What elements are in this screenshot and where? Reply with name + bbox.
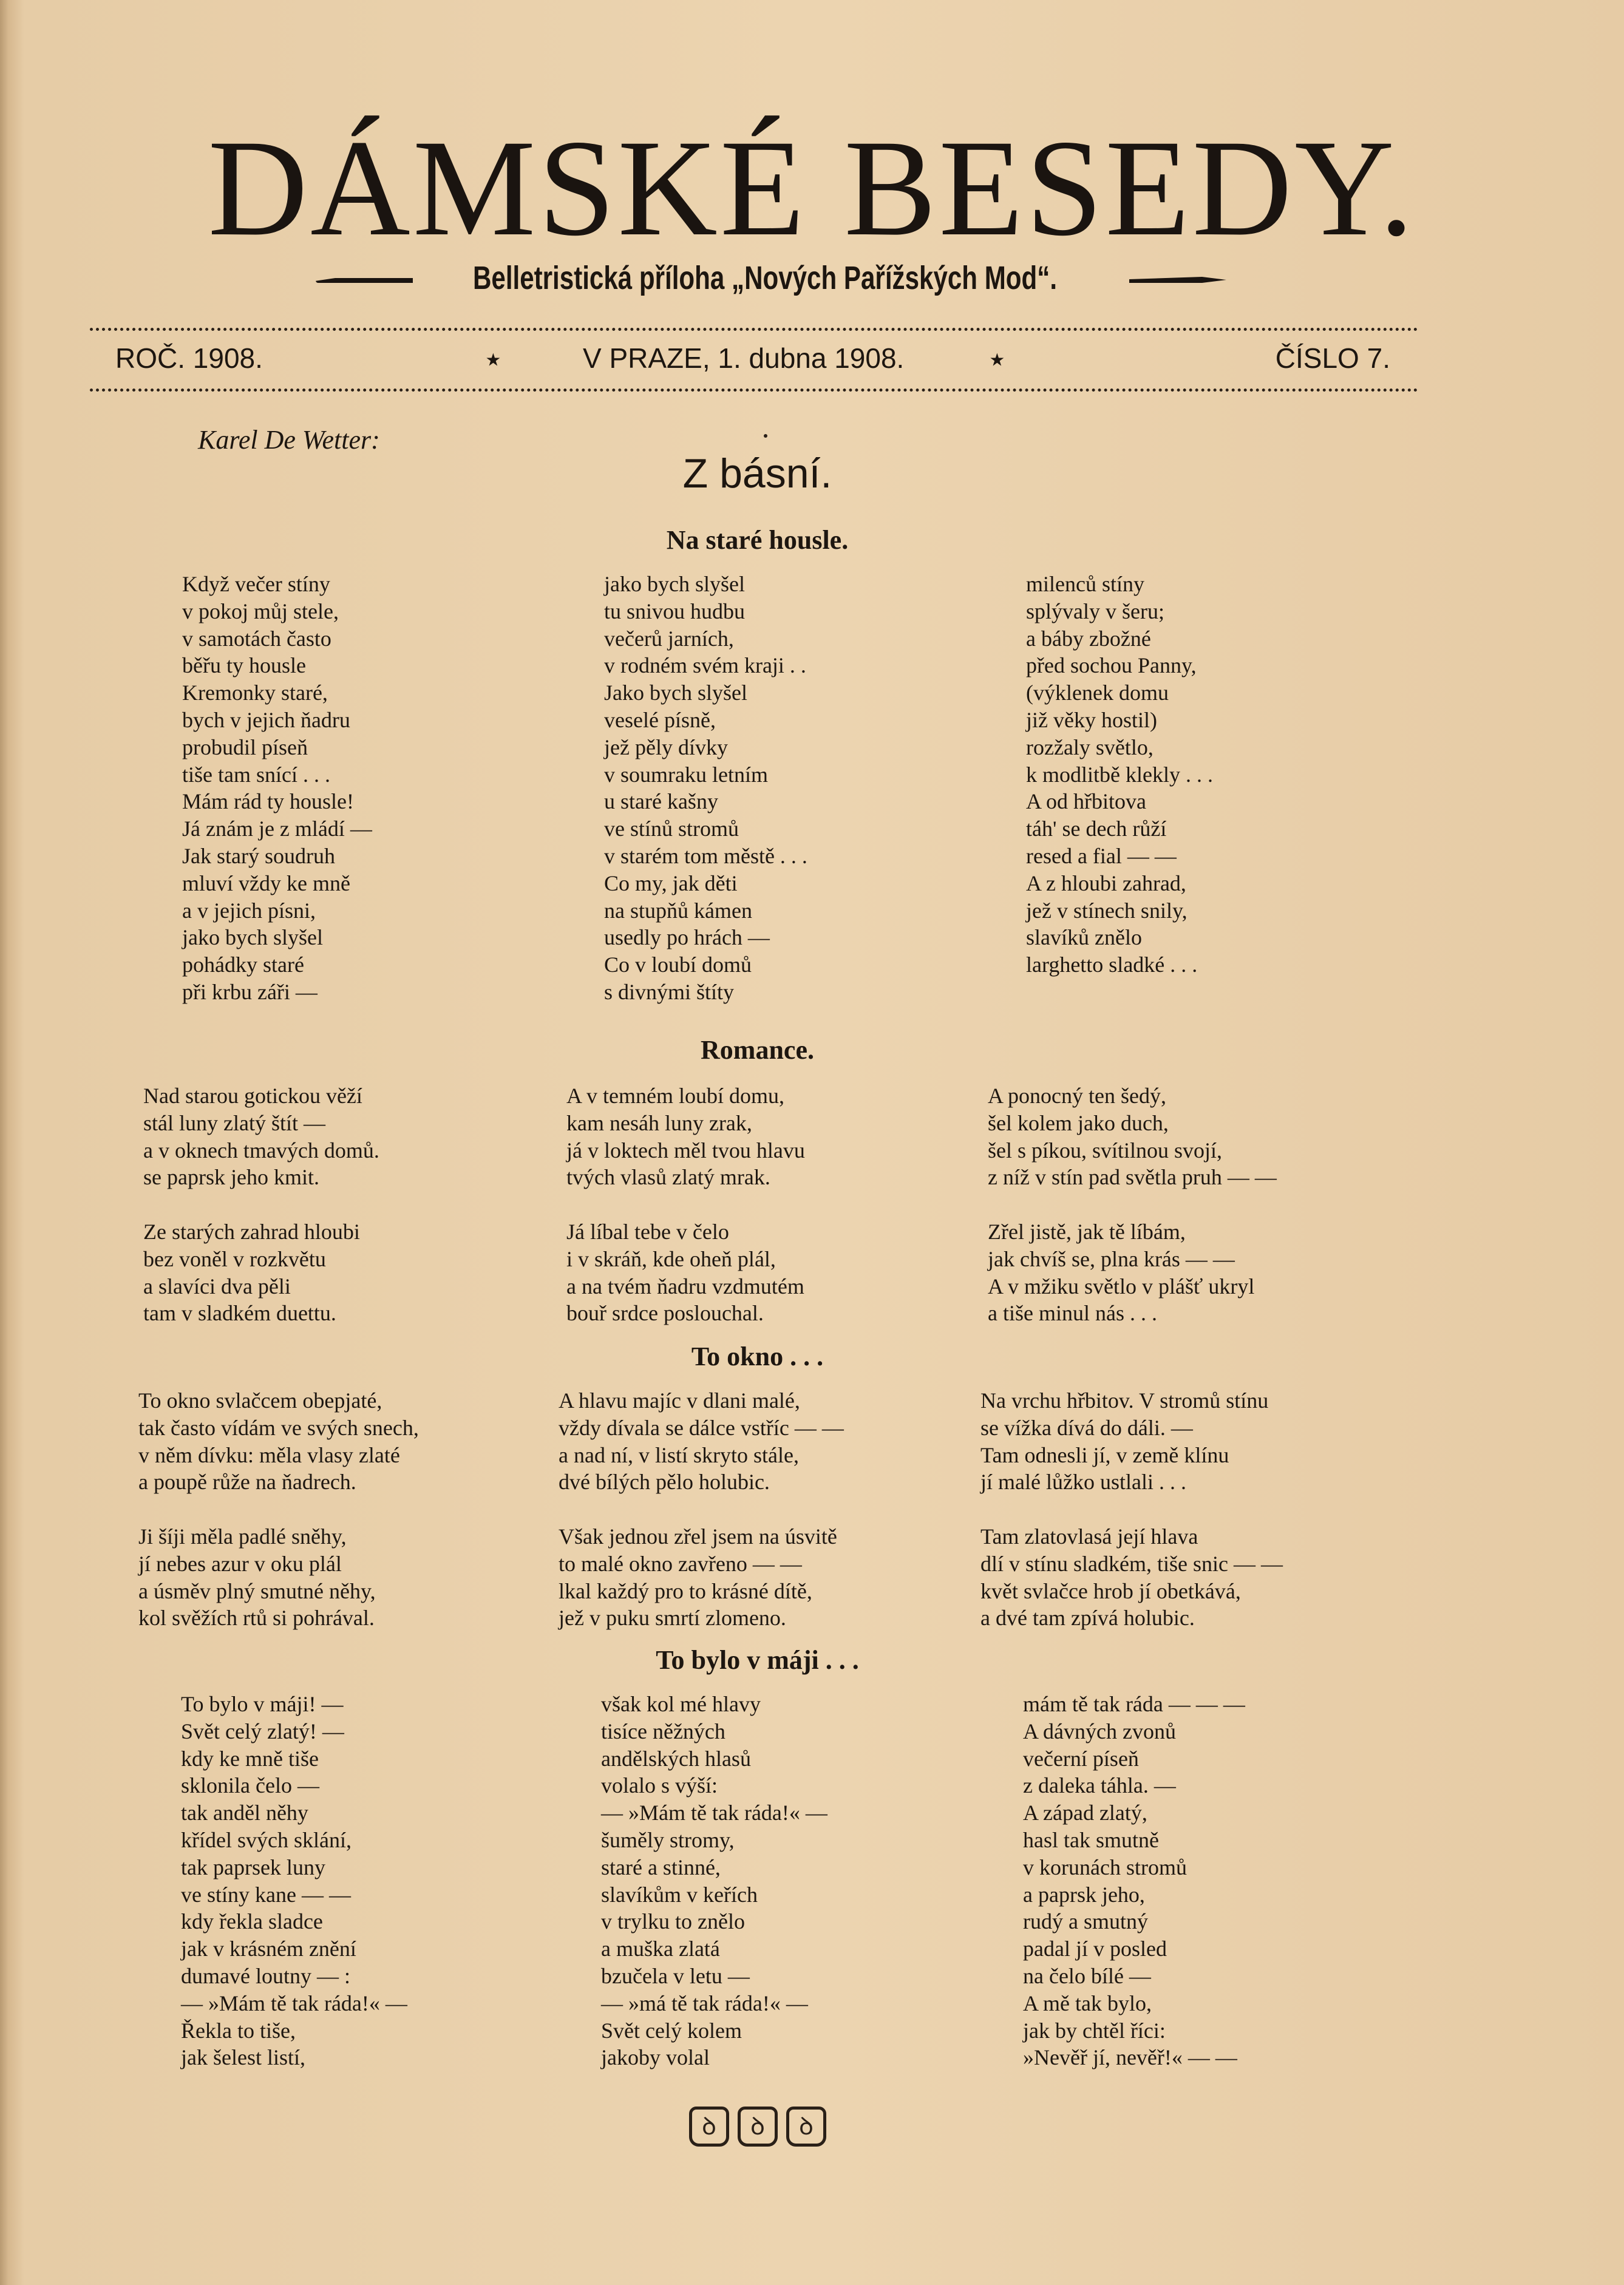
poem-line: probudil píseň	[182, 735, 308, 759]
poem-line: tam v sladkém duettu.	[143, 1301, 336, 1326]
issue-number: ČÍSLO 7.	[1275, 342, 1390, 374]
poem-line: larghetto sladké . . .	[1026, 952, 1198, 977]
poem-line: tvých vlasů zlatý mrak.	[566, 1165, 770, 1190]
poem-line	[559, 1496, 844, 1523]
poem-line: večerní píseň	[1023, 1746, 1139, 1771]
poem-line: před sochou Panny,	[1026, 653, 1197, 678]
poem-line: Však jednou zřel jsem na úsvitě	[559, 1524, 837, 1549]
poem-line: Kremonky staré,	[182, 681, 328, 705]
poem-line: A v temném loubí domu,	[566, 1084, 784, 1108]
poem-line: kam nesáh luny zrak,	[566, 1110, 752, 1135]
poem-line: hasl tak smutně	[1023, 1827, 1159, 1852]
poem-line: šel kolem jako duch,	[988, 1110, 1169, 1135]
poem-line: mám tě tak ráda — — —	[1023, 1692, 1245, 1716]
poem-line: usedly po hrách —	[604, 925, 770, 950]
poem-line: a paprsk jeho,	[1023, 1882, 1145, 1907]
poem-line: a v jejich písni,	[182, 898, 316, 923]
poem-line: květ svlačce hrob jí obetkává,	[980, 1578, 1241, 1603]
poem-line: rudý a smutný	[1023, 1909, 1148, 1934]
poem-column	[1026, 571, 1213, 979]
poem-line: jakoby volal	[601, 2045, 710, 2070]
poem-line: běřu ty housle	[182, 653, 306, 678]
poem-column	[143, 1082, 379, 1327]
poem-column	[1023, 1691, 1245, 2071]
poem-column	[181, 1691, 407, 2071]
poem-line: A mě tak bylo,	[1023, 1991, 1152, 2015]
poem-column	[988, 1082, 1277, 1327]
poem-line: k modlitbě klekly . . .	[1026, 762, 1213, 787]
poem-line: v pokoj můj stele,	[182, 599, 339, 623]
poem-line: v starém tom městě . . .	[604, 843, 807, 868]
poem-line: Ji šíji měla padlé sněhy,	[138, 1524, 347, 1549]
poem-title: Na staré housle.	[666, 525, 849, 555]
poem-line: dumavé loutny — :	[181, 1963, 350, 1988]
issue-info-bar	[115, 337, 1396, 379]
poem-line: jež pěly dívky	[604, 735, 728, 759]
poem-line: já v loktech měl tvou hlavu	[566, 1138, 805, 1163]
poem-line: staré a stinné,	[601, 1855, 721, 1879]
right-dash-ornament	[1129, 277, 1226, 283]
poem-line: tak často vídám ve svých snech,	[138, 1415, 419, 1440]
poem-line: slavíků znělo	[1026, 925, 1142, 950]
poem-line: Ze starých zahrad hloubi	[143, 1219, 360, 1244]
poem-line: dvé bílých pělo holubic.	[559, 1470, 770, 1495]
poem-title: To okno . . .	[691, 1342, 824, 1371]
poem-line: v trylku to znělo	[601, 1909, 745, 1934]
poem-line: Řekla to tiše,	[181, 2018, 296, 2043]
bottom-rule	[90, 389, 1418, 392]
poem-line: z níž v stín pad světla pruh — —	[988, 1165, 1277, 1190]
ornament-row	[689, 2107, 823, 2149]
star-icon: ⭑	[990, 342, 1005, 374]
poem-line: Jako bych slyšel	[604, 681, 747, 705]
poem-line: večerů jarních,	[604, 626, 734, 651]
poem-line: Mám rád ty housle!	[182, 789, 354, 814]
poem-line: stál luny zlatý štít —	[143, 1110, 325, 1135]
poem-line: s divnými štíty	[604, 979, 735, 1004]
poem-line: dlí v stínu sladkém, tiše snic — —	[980, 1551, 1283, 1576]
poem-line: a úsměv plný smutné něhy,	[138, 1578, 376, 1603]
poem-line: a nad ní, v listí skryto stále,	[559, 1442, 799, 1467]
poem-line: táh' se dech růží	[1026, 817, 1167, 841]
poem-line: pohádky staré	[182, 952, 304, 977]
poem-line: — »Mám tě tak ráda!« —	[601, 1801, 827, 1825]
poem-line: jako bych slyšel	[604, 572, 745, 596]
poem-line: jak by chtěl říci:	[1023, 2018, 1166, 2043]
poem-line: Já líbal tebe v čelo	[566, 1219, 729, 1244]
poem-line: a v oknech tmavých domů.	[143, 1138, 379, 1163]
poem-line: Svět celý zlatý! —	[181, 1719, 344, 1743]
main-title: Z básní.	[682, 450, 832, 497]
poem-line: A hlavu majíc v dlani malé,	[559, 1388, 800, 1413]
poem-line: v soumraku letním	[604, 762, 768, 787]
poem-title: To bylo v máji . . .	[656, 1645, 859, 1675]
poem-line: a slavíci dva pěli	[143, 1274, 291, 1299]
poem-line: šuměly stromy,	[601, 1827, 735, 1852]
poem-line: »Nevěř jí, nevěř!« — —	[1023, 2045, 1237, 2070]
poem-line: Tam odnesli jí, v země klínu	[980, 1442, 1229, 1467]
poem-line: Co my, jak děti	[604, 871, 738, 895]
poem-line: bzučela v letu —	[601, 1963, 750, 1988]
poem-line: mluví vždy ke mně	[182, 871, 350, 895]
poem-line: a dvé tam zpívá holubic.	[980, 1606, 1195, 1631]
masthead-title: DÁMSKÉ BESEDY.	[208, 112, 1416, 265]
masthead-subtitle: Belletristická příloha „Nových Pařížských Mod“.	[472, 260, 1058, 296]
poem-line: A západ zlatý,	[1023, 1801, 1147, 1825]
poem-line: jež v puku smrtí zlomeno.	[559, 1606, 786, 1631]
ornament-icon: ꝺ	[738, 2107, 778, 2147]
poem-line: vždy dívala se dálce vstříc — —	[559, 1415, 844, 1440]
poem-column	[559, 1387, 844, 1632]
poem-line: a tiše minul nás . . .	[988, 1301, 1157, 1326]
poem-line: andělských hlasů	[601, 1746, 751, 1771]
poem-line: tiše tam snící . . .	[182, 762, 330, 787]
poem-line: A ponocný ten šedý,	[988, 1084, 1166, 1108]
poem-line: jak šelest listí,	[181, 2045, 305, 2070]
poem-line: se vížka dívá do dáli. —	[980, 1415, 1193, 1440]
poem-line: A v mžiku světlo v plášť ukryl	[988, 1274, 1255, 1299]
poem-line: a poupě růže na ňadrech.	[138, 1470, 356, 1495]
poem-line: Na vrchu hřbitov. V stromů stínu	[980, 1388, 1269, 1413]
poem-line	[566, 1191, 805, 1218]
poem-title: Romance.	[701, 1035, 814, 1065]
poem-line	[980, 1496, 1283, 1523]
poem-column	[182, 571, 372, 1006]
poem-line: padal jí v posled	[1023, 1937, 1167, 1961]
poem-line: bouř srdce poslouchal.	[566, 1301, 764, 1326]
author-name: Karel De Wetter:	[198, 425, 380, 455]
poem-line: lkal každý pro to krásné dítě,	[559, 1578, 812, 1603]
poem-line	[988, 1191, 1277, 1218]
poem-line: se paprsk jeho kmit.	[143, 1165, 319, 1190]
poem-line: To okno svlačcem obepjaté,	[138, 1388, 382, 1413]
ornament-icon: ꝺ	[689, 2107, 729, 2147]
poem-line: tak paprsek luny	[181, 1855, 325, 1879]
poem-line: (výklenek domu	[1026, 681, 1169, 705]
poem-line: na stupňů kámen	[604, 898, 752, 923]
poem-line: i v skráň, kde oheň plál,	[566, 1246, 776, 1271]
poem-line: A z hloubi zahrad,	[1026, 871, 1186, 895]
poem-line: bez voněl v rozkvětu	[143, 1246, 326, 1271]
poem-line: Nad starou gotickou věží	[143, 1084, 362, 1108]
poem-line: Když večer stíny	[182, 572, 330, 596]
poem-line: však kol mé hlavy	[601, 1692, 761, 1716]
poem-line: tisíce něžných	[601, 1719, 725, 1743]
poem-line: to malé okno zavřeno — —	[559, 1551, 802, 1576]
speck	[764, 434, 767, 438]
poem-column	[566, 1082, 805, 1327]
star-icon: ⭑	[486, 342, 501, 374]
poem-line: rozžaly světlo,	[1026, 735, 1153, 759]
poem-line: milenců stíny	[1026, 572, 1144, 596]
poem-line: jí malé lůžko ustlali . . .	[980, 1470, 1186, 1495]
poem-line: Jak starý soudruh	[182, 843, 335, 868]
poem-line: ve stínů stromů	[604, 817, 739, 841]
poem-line: již věky hostil)	[1026, 707, 1157, 732]
poem-line: u staré kašny	[604, 789, 718, 814]
poem-column	[604, 571, 807, 1006]
poem-line: a báby zbožné	[1026, 626, 1151, 651]
poem-line: — »má tě tak ráda!« —	[601, 1991, 808, 2015]
poem-line: splývaly v šeru;	[1026, 599, 1164, 623]
poem-line: Já znám je z mládí —	[182, 817, 372, 841]
poem-line: Tam zlatovlasá její hlava	[980, 1524, 1198, 1549]
poem-line: veselé písně,	[604, 707, 716, 732]
poem-line: při krbu záři —	[182, 979, 318, 1004]
poem-line: v rodném svém kraji . .	[604, 653, 806, 678]
poem-line: a muška zlatá	[601, 1937, 720, 1961]
poem-line: na čelo bílé —	[1023, 1963, 1151, 1988]
poem-line: jak v krásném znění	[181, 1937, 356, 1961]
poem-line: Svět celý kolem	[601, 2018, 742, 2043]
poem-line: tak anděl něhy	[181, 1801, 308, 1825]
volume-label: ROČ. 1908.	[115, 342, 263, 374]
poem-line: bych v jejich ňadru	[182, 707, 350, 732]
poem-line: jí nebes azur v oku plál	[138, 1551, 342, 1576]
poem-line: kdy řekla sladce	[181, 1909, 323, 1934]
poem-line: jako bych slyšel	[182, 925, 323, 950]
poem-line: tu snivou hudbu	[604, 599, 746, 623]
poem-line: šel s píkou, svítilnou svojí,	[988, 1138, 1223, 1163]
poem-line: z daleka táhla. —	[1023, 1773, 1176, 1798]
poem-line: jež v stínech snily,	[1026, 898, 1187, 923]
poem-line	[143, 1191, 379, 1218]
poem-column	[601, 1691, 827, 2071]
poem-line: v něm dívku: měla vlasy zlaté	[138, 1442, 400, 1467]
poem-line: Co v loubí domů	[604, 952, 752, 977]
poem-line: jak chvíš se, plna krás — —	[988, 1246, 1235, 1271]
poem-line: ve stíny kane — —	[181, 1882, 351, 1907]
masthead-subtitle-row	[304, 254, 1226, 302]
poem-column	[980, 1387, 1283, 1632]
poem-line: v korunách stromů	[1023, 1855, 1187, 1879]
left-dash-ornament	[316, 278, 413, 283]
poem-line: kdy ke mně tiše	[181, 1746, 319, 1771]
poem-line: a na tvém ňadru vzdmutém	[566, 1274, 804, 1299]
poem-line: A od hřbitova	[1026, 789, 1146, 814]
poem-line: křídel svých sklání,	[181, 1827, 352, 1852]
poem-line: sklonila čelo —	[181, 1773, 319, 1798]
poem-line: v samotách často	[182, 626, 331, 651]
poem-line: To bylo v máji! —	[181, 1692, 344, 1716]
poem-line: kol svěžích rtů si pohrával.	[138, 1606, 375, 1631]
poem-line: — »Mám tě tak ráda!« —	[181, 1991, 407, 2015]
poem-line: volalo s výší:	[601, 1773, 718, 1798]
poem-line	[138, 1496, 419, 1523]
poem-line: resed a fial — —	[1026, 843, 1177, 868]
poem-line: A dávných zvonů	[1023, 1719, 1176, 1743]
top-rule	[90, 328, 1418, 331]
poem-column	[138, 1387, 419, 1632]
ornament-icon: ꝺ	[786, 2107, 826, 2147]
poem-line: slavíkům v keřích	[601, 1882, 758, 1907]
poem-line: Zřel jistě, jak tě líbám,	[988, 1219, 1186, 1244]
place-date: V PRAZE, 1. dubna 1908.	[583, 342, 905, 374]
